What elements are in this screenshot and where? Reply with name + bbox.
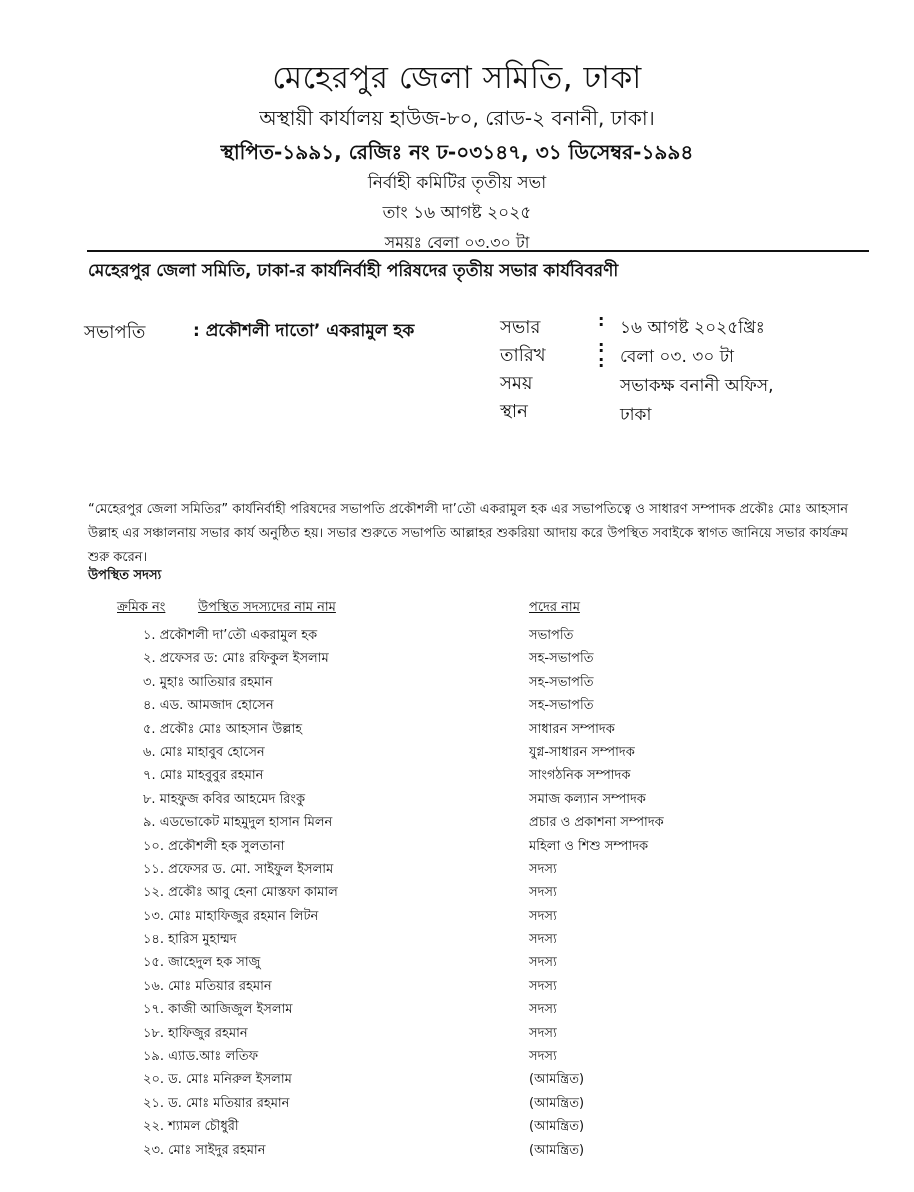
intro-paragraph: “মেহেরপুর জেলা সমিতির” কার্যনির্বাহী পরিষদের সভাপতি প্রকৌশলী দা’তৌ একরামুল হক এর সভাপতিত্বে ও সাধারণ সম্পাদক প্রকৌঃ মোঃ আহসান উল্লাহ এর সঞ্চালনায় সভার কার্য অনুষ্ঠিত হয়। সভার শুরুতে সভাপতি আল্লাহর শুকরিয়া আদায় করে উপস্থিত সবাইকে স্বাগত জানিয়ে সভার কার্যক্রম শুরু করেন। <box>88 502 848 565</box>
colon-place: : <box>598 352 605 371</box>
colon-time: : <box>598 337 605 356</box>
member-post: যুগ্ন-সাধারন সম্পাদক <box>529 744 635 760</box>
member-post: সদস্য <box>529 955 557 971</box>
member-post: সভাপতি <box>529 628 574 643</box>
meeting-time-line: সময়ঃ বেলা ০৩.৩০ টা <box>384 233 530 252</box>
member-post: (আমন্ত্রিত) <box>529 1119 585 1135</box>
meeting-label-time: সময় <box>500 373 533 394</box>
member-post: সদস্য <box>529 978 557 994</box>
member-post: সমাজ কল্যান সম্পাদক <box>529 791 646 807</box>
member-name: ২. প্রফেসর ড: মোঃ রফিকুল ইসলাম <box>143 651 329 667</box>
member-post: সহ-সভাপতি <box>529 698 594 714</box>
member-row <box>0 1115 914 1138</box>
member-row <box>0 1045 914 1068</box>
member-post: (আমন্ত্রিত) <box>529 1072 585 1088</box>
member-row <box>0 928 914 951</box>
meeting-info-colons <box>598 311 605 371</box>
meeting-place-value-cont: ঢাকা <box>620 405 652 425</box>
member-row <box>0 905 914 928</box>
header-divider <box>87 250 869 252</box>
meeting-info-labels <box>500 314 546 426</box>
member-name: ২০. ড. মোঃ মনিরুল ইসলাম <box>143 1072 292 1088</box>
meeting-place-value: সভাকক্ষ বনানী অফিস, <box>620 376 774 396</box>
member-name: ১৬. মোঃ মতিয়ার রহমান <box>143 978 272 994</box>
column-header-post: পদের নাম <box>529 600 580 615</box>
member-row <box>0 741 914 764</box>
member-row <box>0 881 914 904</box>
member-row <box>0 975 914 998</box>
member-post: সদস্য <box>529 861 557 877</box>
member-name: ১৭. কাজী আজিজুল ইসলাম <box>143 1002 293 1018</box>
member-name: ১৮. হাফিজুর রহমান <box>143 1025 248 1041</box>
member-post: সদস্য <box>529 1025 557 1041</box>
member-name: ৮. মাহফুজ কবির আহমেদ রিংকু <box>143 791 306 807</box>
meeting-date-line: তাং ১৬ আগষ্ট ২০২৫ <box>382 203 532 223</box>
office-address: অস্থায়ী কার্যালয় হাউজ-৮০, রোড-২ বনানী, ঢাকা। <box>259 106 655 130</box>
member-row <box>0 1139 914 1162</box>
member-post: (আমন্ত্রিত) <box>529 1095 585 1111</box>
member-name: ১৯. এ্যাড.আঃ লতিফ <box>143 1049 259 1065</box>
meeting-label-date: তারিখ <box>500 345 546 366</box>
member-post: (আমন্ত্রিত) <box>529 1142 585 1158</box>
member-name: ৩. মুহাঃ আতিয়ার রহমান <box>143 674 273 690</box>
registration-line: স্থাপিত-১৯৯১, রেজিঃ নং ঢ-০৩১৪৭, ৩১ ডিসেম্বর-১৯৯৪ <box>220 140 694 164</box>
member-row <box>0 788 914 811</box>
member-name: ১৩. মোঃ মাহাফিজুর রহমান লিটন <box>143 908 319 924</box>
colon-date: : <box>598 311 605 330</box>
member-row <box>0 764 914 787</box>
member-name: ৯. এডভোকেট মাহমুদুল হাসান মিলন <box>143 815 333 831</box>
member-name: ১৪. হারিস মুহাম্মদ <box>143 932 237 948</box>
member-name: ২২. শ্যামল চৌধুরী <box>143 1119 239 1135</box>
member-name: ২৩. মোঃ সাইদুর রহমান <box>143 1142 266 1158</box>
present-members-heading: উপস্থিত সদস্য <box>88 568 162 583</box>
member-post: সহ-সভাপতি <box>529 674 594 690</box>
member-name: ১১. প্রফেসর ড. মো. সাইফুল ইসলাম <box>143 861 334 877</box>
president-name: : প্রকৌশলী দাতো’ একরামুল হক <box>193 321 415 341</box>
member-name: ২১. ড. মোঃ মতিয়ার রহমান <box>143 1095 290 1111</box>
member-name: ৬. মোঃ মাহাবুব হোসেন <box>143 744 265 760</box>
member-post: সদস্য <box>529 908 557 924</box>
member-post: সদস্য <box>529 885 557 901</box>
member-post: সহ-সভাপতি <box>529 651 594 667</box>
member-row <box>0 671 914 694</box>
organization-title: মেহেরপুর জেলা সমিতি, ঢাকা <box>272 60 642 96</box>
member-post: মহিলা ও শিশু সম্পাদক <box>529 838 649 854</box>
minutes-title: মেহেরপুর জেলা সমিতি, ঢাকা-র কার্যনির্বাহী পরিষদের তৃতীয় সভার কার্যবিবরণী <box>88 261 619 281</box>
member-post: সদস্য <box>529 1049 557 1065</box>
member-post: সাংগঠনিক সম্পাদক <box>529 768 631 784</box>
member-row <box>0 647 914 670</box>
member-name: ১৫. জাহেদুল হক সাজু <box>143 955 261 971</box>
member-row <box>0 694 914 717</box>
member-name: ১. প্রকৌশলী দা’তৌ একরামুল হক <box>143 628 318 643</box>
member-name: ৪. এড. আমজাদ হোসেন <box>143 698 274 714</box>
member-name: ৭. মোঃ মাহবুবুর রহমান <box>143 768 264 784</box>
member-row <box>0 951 914 974</box>
member-post: সদস্য <box>529 932 557 948</box>
member-name: ১২. প্রকৌঃ আবু হেনা মোস্তফা কামাল <box>143 885 338 901</box>
member-post: সাধারন সম্পাদক <box>529 721 615 737</box>
member-row <box>0 1092 914 1115</box>
meeting-label-place: স্থান <box>500 401 528 422</box>
column-header-name: উপস্থিত সদস্যদের নাম নাম <box>198 600 336 615</box>
column-header-serial: ক্রমিক নং <box>117 600 166 615</box>
member-row <box>0 718 914 741</box>
meeting-info-values <box>620 314 774 430</box>
member-row <box>0 1022 914 1045</box>
member-name: ১০. প্রকৌশলী হক সুলতানা <box>143 838 285 854</box>
meeting-date-value: ১৬ আগষ্ট ২০২৫খ্রিঃ <box>620 318 765 338</box>
member-name: ৫. প্রকৌঃ মোঃ আহসান উল্লাহ <box>143 721 303 737</box>
meeting-time-value: বেলা ০৩. ৩০ টা <box>620 347 734 367</box>
member-post: সদস্য <box>529 1002 557 1018</box>
meeting-name: নির্বাহী কমিটির তৃতীয় সভা <box>367 173 547 193</box>
member-row <box>0 624 914 647</box>
member-post: প্রচার ও প্রকাশনা সম্পাদক <box>529 815 664 831</box>
member-row <box>0 811 914 834</box>
member-row <box>0 1068 914 1091</box>
members-list <box>0 624 914 1162</box>
president-label: সভাপতি <box>84 322 146 343</box>
member-row <box>0 998 914 1021</box>
member-row <box>0 835 914 858</box>
member-row <box>0 858 914 881</box>
meeting-label-sabhar: সভার <box>500 317 541 338</box>
